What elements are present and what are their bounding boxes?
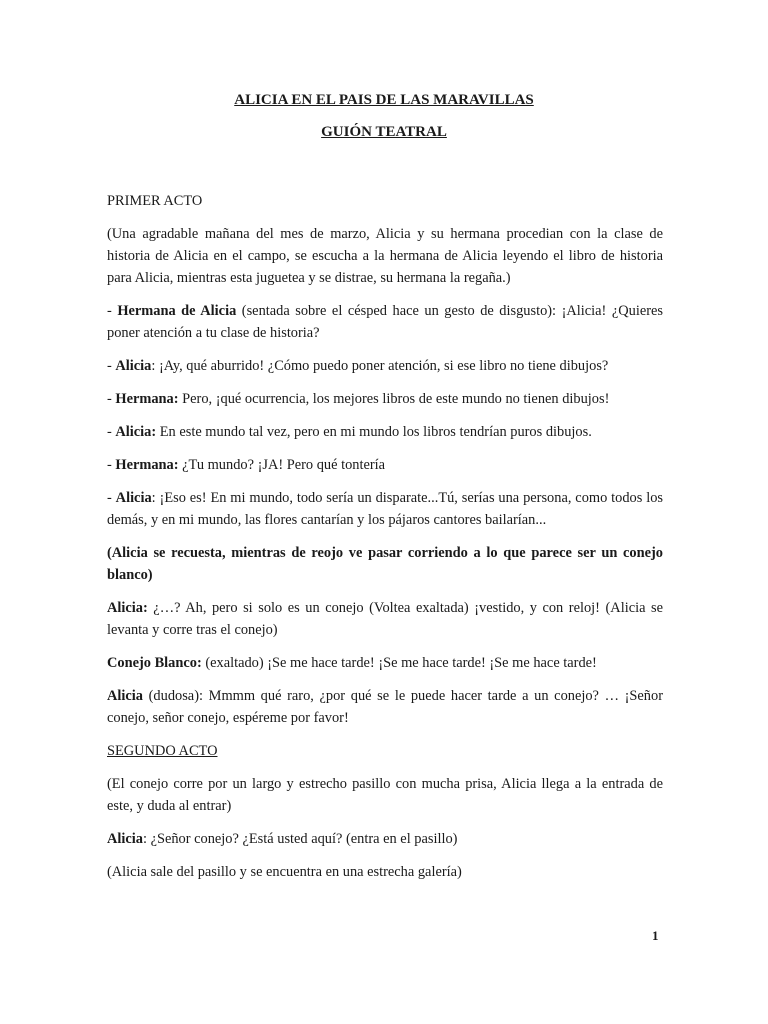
speaker-name: Alicia — [115, 358, 152, 374]
stage-direction: (El conejo corre por un largo y estrecho pasillo con mucha prisa, Alicia llega a la entrada de este, y duda al entrar) — [107, 776, 663, 814]
speaker-name: Hermana: — [115, 391, 179, 407]
speaker-name: Hermana: — [115, 457, 179, 473]
dialogue-line: - Hermana: Pero, ¡qué ocurrencia, los mejores libros de este mundo no tienen dibujos! — [107, 391, 610, 407]
dialogue-line: Conejo Blanco: (exaltado) ¡Se me hace tarde! ¡Se me hace tarde! ¡Se me hace tarde! — [107, 655, 597, 671]
page-number: 1 — [652, 928, 659, 943]
dialogue-line: - Alicia: En este mundo tal vez, pero en mi mundo los libros tendrían puros dibujos. — [107, 424, 592, 440]
speaker-name: Alicia: — [115, 424, 157, 440]
dialogue-line: Alicia (dudosa): Mmmm qué raro, ¿por qué se le puede hacer tarde a un conejo? … ¡Señor conejo, señor conejo, espéreme por favor! — [107, 688, 663, 726]
speaker-name: Alicia — [115, 490, 152, 506]
stage-direction: (Alicia sale del pasillo y se encuentra en una estrecha galería) — [107, 864, 462, 880]
dialogue-line: Alicia: ¿Señor conejo? ¿Está usted aquí? (entra en el pasillo) — [107, 831, 458, 847]
script-body — [107, 190, 663, 894]
script-subtitle: GUIÓN TEATRAL — [321, 124, 447, 140]
speaker-name: Hermana de Alicia — [117, 303, 237, 319]
dialogue-line: Alicia: ¿…? Ah, pero si solo es un conejo (Voltea exaltada) ¡vestido, y con reloj! (Alicia se levanta y corre tras el conejo) — [107, 600, 663, 638]
act-heading-second: SEGUNDO ACTO — [107, 743, 218, 759]
stage-direction: (Una agradable mañana del mes de marzo, Alicia y su hermana procedian con la clase de historia de Alicia en el campo, se escucha a la hermana de Alicia leyendo el libro de historia para Alicia, mientras esta juguetea y se distrae, su hermana la regaña.) — [107, 226, 663, 286]
act-heading-first: PRIMER ACTO — [107, 193, 203, 209]
dialogue-line: - Alicia: ¡Ay, qué aburrido! ¿Cómo puedo poner atención, si ese libro no tiene dibujos? — [107, 358, 609, 374]
script-title: ALICIA EN EL PAIS DE LAS MARAVILLAS — [234, 92, 534, 108]
dialogue-line: - Hermana: ¿Tu mundo? ¡JA! Pero qué tontería — [107, 457, 386, 473]
dialogue-line: - Hermana de Alicia (sentada sobre el césped hace un gesto de disgusto): ¡Alicia! ¿Quieres poner atención a tu clase de historia? — [107, 303, 663, 341]
dialogue-line: - Alicia: ¡Eso es! En mi mundo, todo sería un disparate...Tú, serías una persona, como todos los demás, y en mi mundo, las flores cantarían y los pájaros cantores bailarían... — [107, 490, 664, 528]
speaker-name: Conejo Blanco: — [107, 655, 202, 671]
speaker-name: Alicia: — [107, 600, 148, 616]
speaker-name: Alicia — [107, 688, 143, 704]
speaker-name: Alicia — [107, 831, 143, 847]
stage-direction-bold: (Alicia se recuesta, mientras de reojo ve pasar corriendo a lo que parece ser un conejo blanco) — [107, 545, 663, 583]
